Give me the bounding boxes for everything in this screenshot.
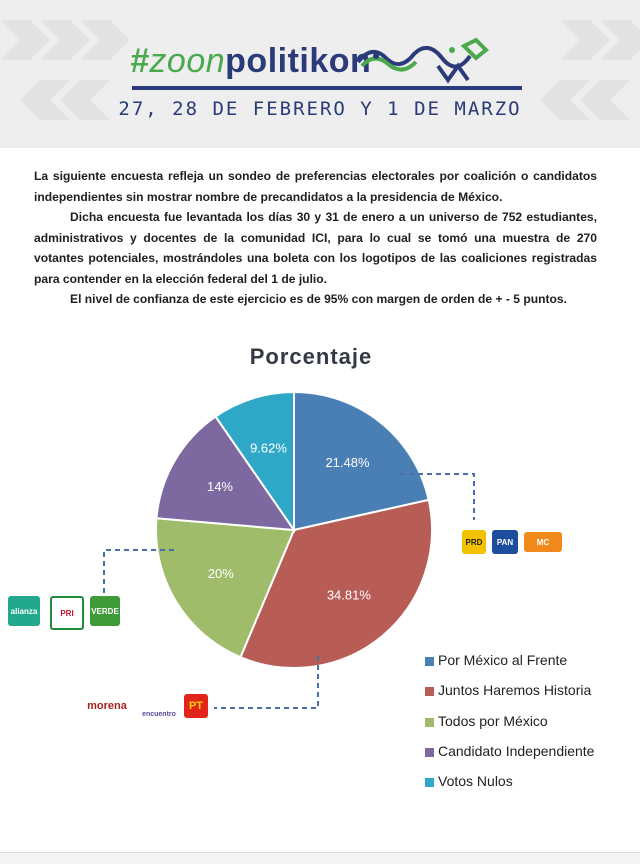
logo-pri: PRI bbox=[50, 596, 84, 630]
legend-swatch-2 bbox=[425, 687, 434, 696]
intro-paragraph-1: La siguiente encuesta refleja un sondeo de preferencias electorales por coalición o candidatos independientes sin mostrar nombre de precandidatos a la presidencia de México. bbox=[34, 169, 597, 204]
pie-label-1: 21.48% bbox=[325, 455, 370, 471]
legend-label-3: Todos por México bbox=[438, 712, 548, 729]
pie-label-5: 9.62% bbox=[250, 440, 287, 456]
legend-swatch-5 bbox=[425, 778, 434, 787]
logo-alianza: alianza bbox=[8, 596, 40, 626]
logo-encuentro: encuentro bbox=[142, 711, 176, 718]
brand-light: zoon bbox=[149, 42, 226, 80]
logo-mc: MC bbox=[524, 532, 562, 552]
pie-label-4: 14% bbox=[206, 479, 234, 495]
legend-swatch-1 bbox=[425, 657, 434, 666]
logo-pt: PT bbox=[184, 694, 208, 718]
logo-pan: PAN bbox=[492, 530, 518, 554]
legend-swatch-3 bbox=[425, 718, 434, 727]
legend-label-5: Votos Nulos bbox=[438, 773, 513, 790]
intro-paragraph-3: El nivel de confianza de este ejercicio es de 95% con margen de orden de + - 5 puntos. bbox=[70, 292, 568, 306]
legend-label-1: Por México al Frente bbox=[438, 652, 568, 668]
legend-swatch-4 bbox=[425, 748, 434, 757]
logo-morena: morena bbox=[87, 700, 127, 712]
pie-label-2: 34.81% bbox=[326, 587, 371, 603]
intro-paragraph-2: Dicha encuesta fue levantada los días 30 y 31 de enero a un universo de 752 estudiantes, administrativos y docentes de la comunidad ICI, para lo cual se tomó una muestra de 270 votantes potenciales, mostrándoles una boleta con los logotipos de las coaliciones registradas para contender en la elección federal del 1 de julio. bbox=[34, 210, 597, 286]
logo-verde: VERDE bbox=[90, 596, 120, 626]
logo-prd: PRD bbox=[462, 530, 486, 554]
event-dates: 27, 28 DE FEBRERO Y 1 DE MARZO bbox=[118, 98, 522, 120]
legend-label-4: Candidato Independiente bbox=[438, 742, 595, 759]
legend-label-2: Juntos Haremos Historia bbox=[438, 682, 592, 699]
chart-title: Porcentaje bbox=[249, 344, 373, 369]
brand-dark: politikon bbox=[225, 42, 372, 80]
brand-hash: # bbox=[130, 42, 150, 80]
footer-strip bbox=[0, 852, 640, 864]
pie-label-3: 20% bbox=[207, 566, 234, 582]
